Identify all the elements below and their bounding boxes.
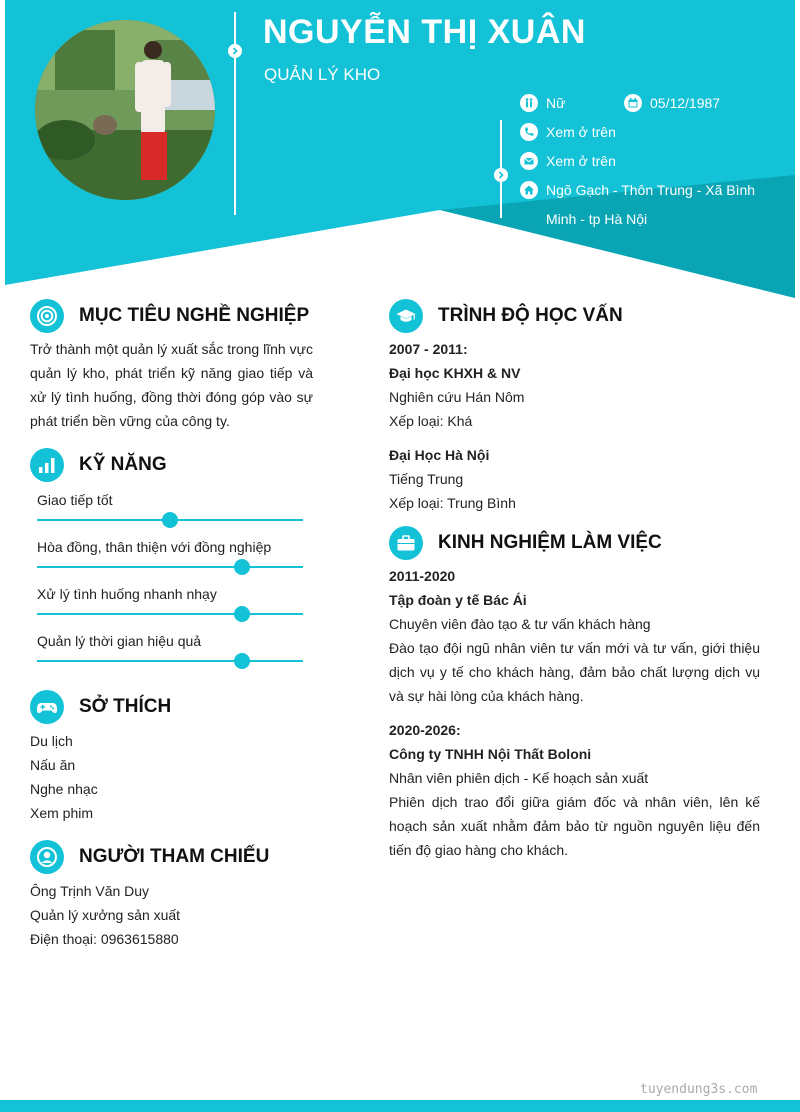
chevron-right-icon [228,44,242,58]
reference-name: Ông Trịnh Văn Duy [30,883,150,899]
skills-section-header [30,448,167,482]
skill-level-bar [37,613,303,615]
skill-level-bar [37,566,303,568]
education-title: TRÌNH ĐỘ HỌC VẤN [438,305,623,326]
experience-company: Tập đoàn y tế Bác Ái [389,592,527,608]
job-title: QUẢN LÝ KHO [264,65,381,84]
objective-section-header [30,299,309,333]
footer-bar [0,1100,800,1112]
experience-period: 2020-2026: [389,722,461,738]
education-grade: Xếp loại: Trung Bình [389,495,516,511]
skill-item [37,585,303,615]
gender-info [520,89,565,118]
experience-section-header [389,526,662,560]
user-icon [30,840,64,874]
experience-role: Nhân viên phiên dịch - Kế hoạch sản xuất [389,770,649,786]
experience-title: KINH NGHIỆM LÀM VIỆC [438,532,662,553]
birthday-info [624,89,720,118]
profile-photo [35,20,215,200]
briefcase-icon [389,526,423,560]
education-school: Đại Học Hà Nội [389,447,490,463]
experience-role: Chuyên viên đào tạo & tư vấn khách hàng [389,616,651,632]
education-major: Tiếng Trung [389,471,464,487]
phone-icon [520,123,538,141]
email-value: Xem ở trên [546,153,616,169]
skill-level-knob [162,512,178,528]
reference-position: Quản lý xưởng sản xuất [30,907,181,923]
experience-company: Công ty TNHH Nội Thất Boloni [389,746,592,762]
skill-level-bar [37,660,303,662]
home-icon [520,181,538,199]
phone-info [520,118,616,147]
chevron-right-icon [494,168,508,182]
skill-label: Hòa đồng, thân thiện với đồng nghiệp [37,539,272,555]
hobby-item: Xem phim [30,805,94,821]
birthday-value: 05/12/1987 [650,95,721,111]
skill-level-knob [234,653,250,669]
hobbies-title: SỞ THÍCH [79,696,172,717]
hobby-item: Du lịch [30,733,73,749]
gender-icon [520,94,538,112]
skill-label: Giao tiếp tốt [37,492,113,508]
reference-phone: Điện thoại: 0963615880 [30,931,179,947]
gamepad-icon [30,690,64,724]
references-title: NGƯỜI THAM CHIẾU [79,846,270,867]
skill-label: Quản lý thời gian hiệu quả [37,633,202,649]
address-info [520,176,776,234]
hobby-item: Nấu ăn [30,757,76,773]
skill-level-bar [37,519,303,521]
experience-period: 2011-2020 [389,568,456,584]
hobby-item: Nghe nhạc [30,781,98,797]
skill-level-knob [234,559,250,575]
calendar-icon [624,94,642,112]
envelope-icon [520,152,538,170]
education-major: Nghiên cứu Hán Nôm [389,389,525,405]
phone-value: Xem ở trên [546,124,616,140]
gender-value: Nữ [546,95,566,111]
bar-chart-icon [30,448,64,482]
education-section-header [389,299,623,333]
hobbies-section-header [30,690,171,724]
email-info [520,147,616,176]
skill-label: Xử lý tình huống nhanh nhạy [37,586,217,602]
experience-description: Phiên dịch trao đổi giữa giám đốc và nhân viên, lên kế hoạch sản xuất nhằm đảm bảo từ nguồn nguyên liệu đến tiến độ giao hàng cho khách. [389,794,760,858]
target-icon [30,299,64,333]
address-value: Ngõ Gạch - Thôn Trung - Xã Bình Minh - tp Hà Nội [546,182,756,227]
skill-level-knob [234,606,250,622]
experience-description: Đào tạo đội ngũ nhân viên tư vấn mới và tư vấn, giới thiệu dịch vụ y tế cho khách hàng, đảm bảo chất lượng dịch vụ và sự hài lòng của khách hàng. [389,640,760,704]
candidate-name: NGUYỄN THỊ XUÂN [263,13,586,51]
references-section-header [30,840,269,874]
education-period: 2007 - 2011: [389,341,468,357]
graduation-cap-icon [389,299,423,333]
objective-text: Trở thành một quản lý xuất sắc trong lĩnh vực quản lý kho, phát triển kỹ năng giao tiếp và xử lý tình huống, đồng thời đóng góp vào sự phát triển bền vững của công ty. [30,341,313,429]
header-divider-line [234,12,236,215]
skill-item [37,491,303,521]
skills-title: KỸ NĂNG [79,454,167,475]
skill-item [37,538,303,568]
objective-title: MỤC TIÊU NGHỀ NGHIỆP [79,305,310,326]
education-school: Đại học KHXH & NV [389,365,521,381]
skill-item [37,632,303,662]
watermark: tuyendung3s.com [640,1082,758,1097]
education-grade: Xếp loại: Khá [389,413,473,429]
